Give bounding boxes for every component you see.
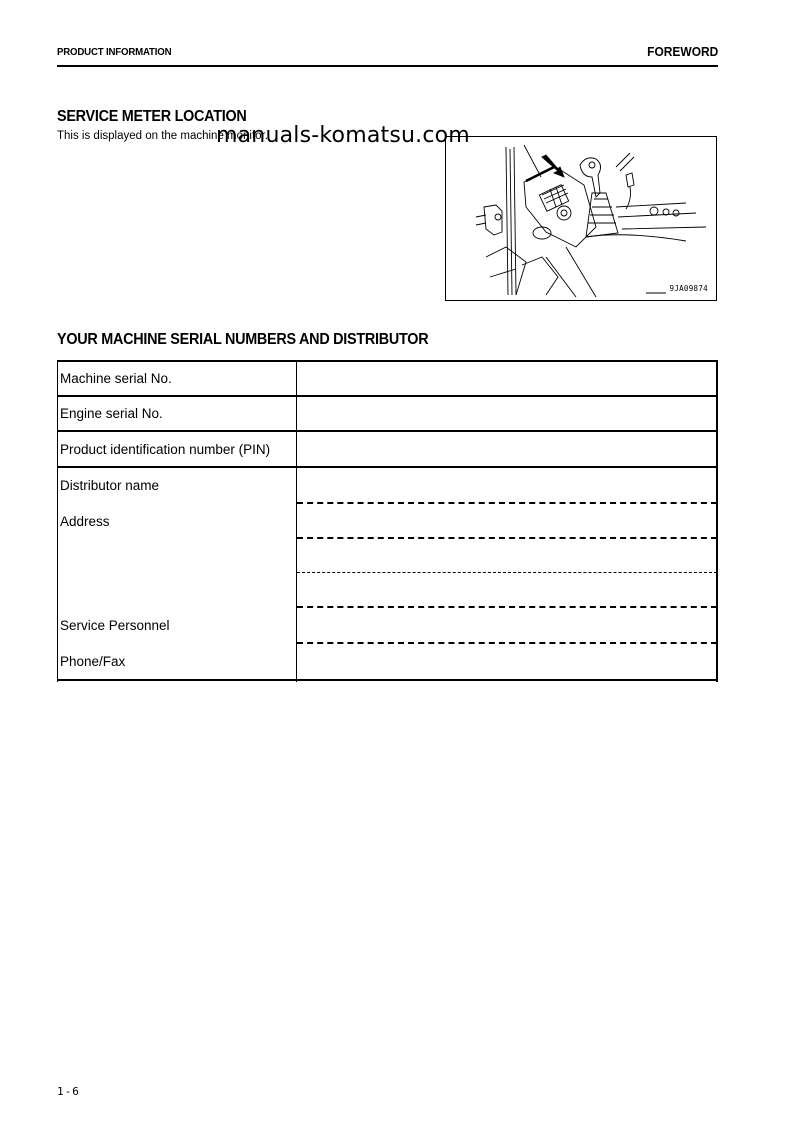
service-personnel-label: Service Personnel: [60, 618, 170, 633]
distributor-name-field[interactable]: [298, 468, 715, 502]
machine-serial-field[interactable]: [298, 362, 715, 395]
table-border-right: [716, 360, 718, 682]
serial-numbers-table: [57, 360, 717, 681]
cab-illustration: [446, 137, 716, 300]
engine-serial-label: Engine serial No.: [60, 406, 163, 421]
distributor-name-label: Distributor name: [60, 478, 160, 493]
serial-numbers-heading: YOUR MACHINE SERIAL NUMBERS AND DISTRIBUTOR: [57, 331, 429, 348]
watermark: manuals-komatsu.com: [216, 123, 470, 148]
address-field-line-3[interactable]: [298, 574, 715, 606]
header-rule: [57, 65, 718, 67]
service-meter-description: This is displayed on the machine monitor.: [57, 130, 268, 142]
service-personnel-field[interactable]: [298, 608, 715, 640]
table-border-bottom: [57, 679, 718, 681]
pin-field[interactable]: [298, 432, 715, 466]
machine-serial-label: Machine serial No.: [60, 371, 172, 386]
running-header-section: PRODUCT INFORMATION: [57, 46, 172, 58]
address-field-line-2[interactable]: [298, 539, 715, 571]
dashed-line: [297, 572, 717, 573]
pin-label: Product identification number (PIN): [60, 442, 271, 457]
address-label: Address: [60, 514, 110, 529]
engine-serial-field[interactable]: [298, 397, 715, 430]
table-border-left: [57, 360, 58, 682]
figure-code: 9JA09874: [669, 284, 708, 293]
phone-fax-field[interactable]: [298, 644, 715, 678]
table-column-divider: [296, 360, 297, 682]
service-meter-heading: SERVICE METER LOCATION: [57, 108, 247, 125]
page-number: 1-6: [57, 1085, 80, 1098]
service-meter-figure: [445, 136, 717, 301]
phone-fax-label: Phone/Fax: [60, 654, 126, 669]
address-field-line-1[interactable]: [298, 504, 715, 536]
running-header-chapter: FOREWORD: [646, 44, 718, 59]
